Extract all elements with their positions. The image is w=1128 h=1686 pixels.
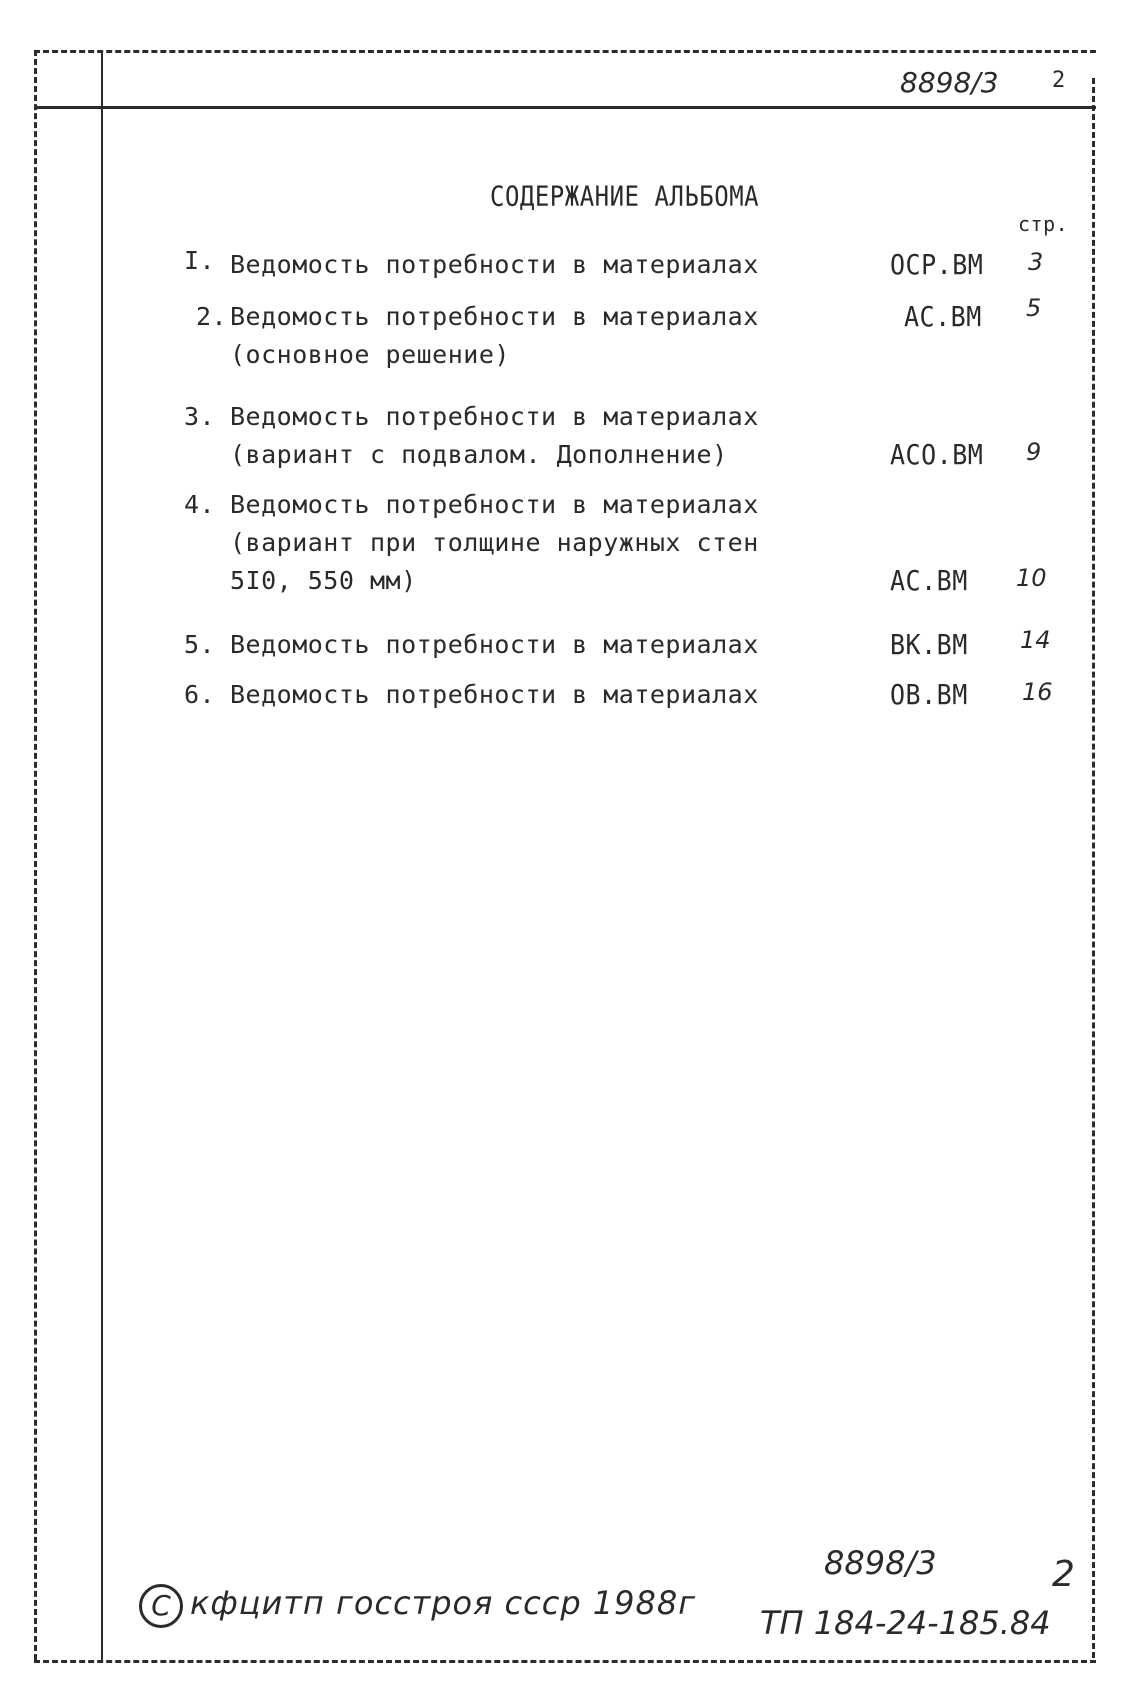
- header-doc-number: 8898/3: [900, 66, 999, 99]
- frame-bottom-line: [34, 1660, 1096, 1663]
- item-code: ОСР.ВМ: [890, 248, 984, 281]
- header-page-number: 2: [1052, 68, 1066, 93]
- copyright-icon: C: [139, 1584, 183, 1628]
- footer-doc-number: 8898/3: [824, 1544, 937, 1582]
- item-code: АСО.ВМ: [890, 438, 984, 471]
- item-number: I.: [184, 246, 216, 275]
- item-number: 4.: [184, 490, 216, 519]
- frame-left-outer-line: [34, 50, 37, 1660]
- item-line: Ведомость потребности в материалах: [230, 302, 759, 331]
- item-line: (вариант при толщине наружных стен: [230, 528, 759, 557]
- item-code: АС.ВМ: [904, 300, 982, 333]
- header-separator-line: [34, 106, 1096, 109]
- item-code: ВК.ВМ: [890, 628, 968, 661]
- frame-binding-margin-line: [101, 50, 103, 1660]
- page-title: СОДЕРЖАНИЕ АЛЬБОМА: [490, 180, 760, 213]
- item-page: 9: [1026, 438, 1042, 466]
- item-page: 10: [1016, 564, 1047, 592]
- frame-top-line: [34, 50, 1096, 53]
- item-line: 5I0, 550 мм): [230, 566, 417, 595]
- item-line: Ведомость потребности в материалах: [230, 250, 759, 279]
- item-line: (вариант с подвалом. Дополнение): [230, 440, 728, 469]
- item-code: АС.ВМ: [890, 564, 968, 597]
- item-page: 14: [1020, 626, 1051, 654]
- footer-page-number: 2: [1052, 1554, 1075, 1595]
- copyright-text: кфцитп госстроя ссср 1988г: [190, 1584, 697, 1622]
- item-page: 5: [1026, 294, 1042, 322]
- item-number: 3.: [184, 402, 216, 431]
- item-number: 6.: [184, 680, 216, 709]
- item-number: 5.: [184, 630, 216, 659]
- item-page: 3: [1028, 248, 1044, 276]
- item-line: (основное решение): [230, 340, 510, 369]
- page-column-label: стр.: [1018, 212, 1069, 236]
- item-number: 2.: [196, 302, 228, 331]
- item-line: Ведомость потребности в материалах: [230, 680, 759, 709]
- footer-project-code: ТП 184-24-185.84: [760, 1604, 1051, 1642]
- item-line: Ведомость потребности в материалах: [230, 402, 759, 431]
- item-code: ОВ.ВМ: [890, 678, 968, 711]
- item-page: 16: [1022, 678, 1053, 706]
- frame-right-line: [1092, 78, 1095, 1658]
- item-line: Ведомость потребности в материалах: [230, 490, 759, 519]
- item-line: Ведомость потребности в материалах: [230, 630, 759, 659]
